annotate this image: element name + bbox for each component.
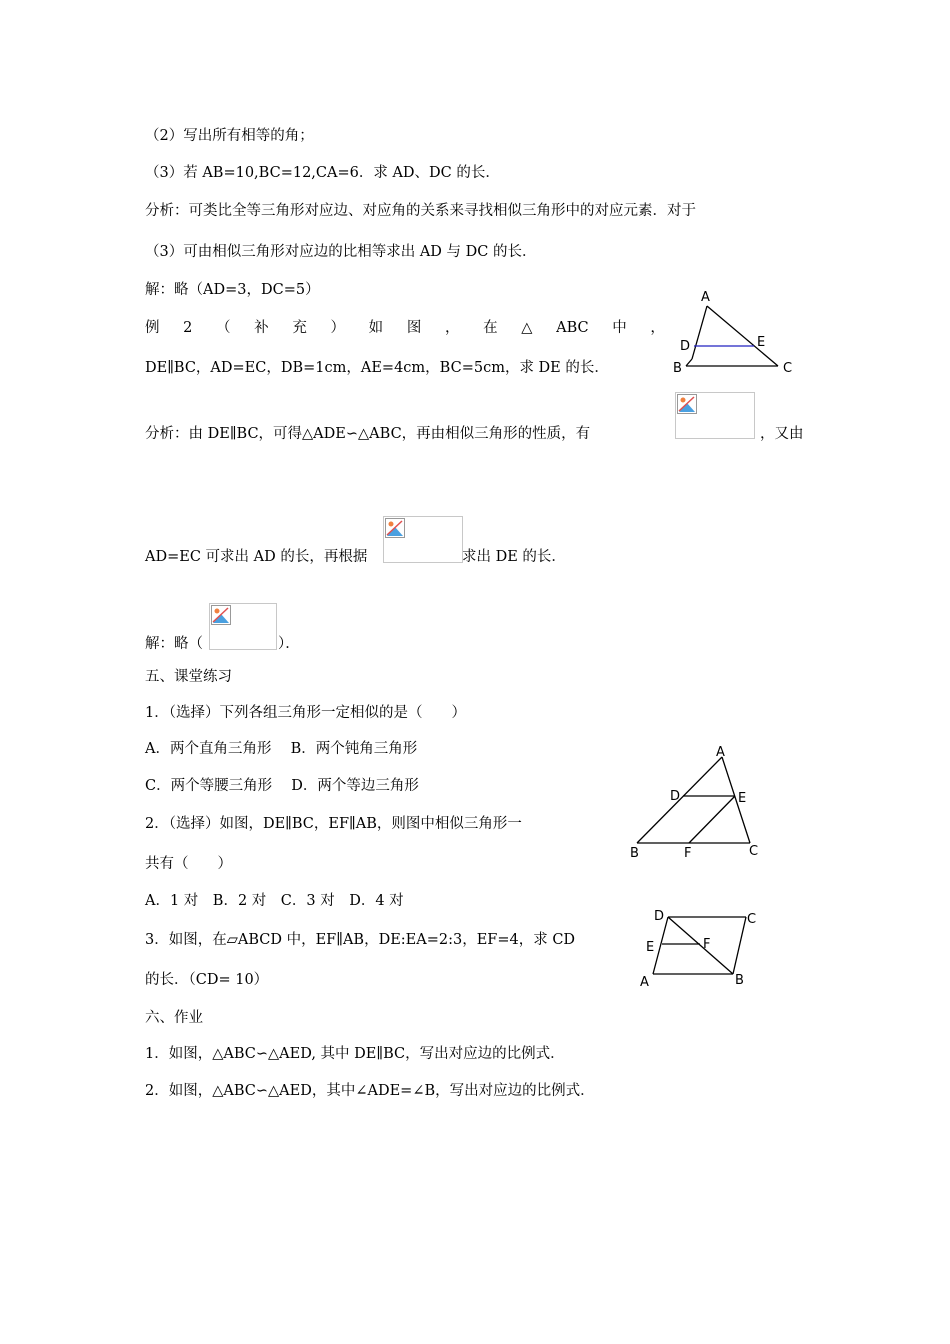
- label-e: E: [757, 335, 766, 350]
- text-line: ，又由: [760, 426, 804, 442]
- text-line: （3）若 AB=10,BC=12,CA=6．求 AD、DC 的长．: [145, 165, 500, 181]
- label-a: A: [640, 975, 649, 990]
- question-3: 3．如图，在▱ABCD 中，EF∥AB，DE:EA=2:3，EF=4，求 CD: [145, 932, 576, 948]
- label-b: B: [735, 973, 744, 988]
- label-c: C: [783, 361, 793, 376]
- text-line: （2）写出所有相等的角；: [145, 128, 314, 144]
- section-heading: 五、课堂练习: [145, 669, 232, 685]
- heading-token: △: [521, 320, 533, 336]
- question-3-cont: 的长．（CD= 10）: [145, 972, 269, 988]
- heading-token: 例: [145, 320, 160, 336]
- label-a: A: [701, 290, 710, 305]
- heading-token: 如: [368, 320, 384, 336]
- question-2: 2．（选择）如图，DE∥BC，EF∥AB，则图中相似三角形一: [145, 816, 522, 832]
- label-e: E: [646, 940, 655, 955]
- figure-triangle-def: [625, 742, 765, 862]
- label-d: D: [654, 909, 665, 924]
- broken-image-icon: [211, 605, 231, 625]
- label-e: E: [738, 791, 747, 806]
- text-line: 分析：可类比全等三角形对应边、对应角的关系来寻找相似三角形中的对应元素．对于: [145, 203, 696, 219]
- formula-image-placeholder: [675, 392, 755, 439]
- text-line: （3）可由相似三角形对应边的比相等求出 AD 与 DC 的长．: [145, 244, 537, 260]
- heading-token: ）: [330, 320, 346, 336]
- label-b: B: [673, 361, 682, 376]
- broken-image-icon: [677, 394, 697, 414]
- example-2-heading: [145, 318, 665, 338]
- figure-triangle-abc: [668, 286, 803, 378]
- text-line: 分析：由 DE∥BC，可得△ADE∽△ABC，再由相似三角形的性质，有: [145, 426, 591, 442]
- question-2-cont: 共有（ ）: [145, 856, 232, 872]
- text-line: 求出 DE 的长．: [462, 549, 566, 565]
- broken-image-icon: [385, 518, 405, 538]
- label-c: C: [747, 912, 757, 927]
- heading-token: ，: [650, 320, 665, 336]
- text-line: AD=EC 可求出 AD 的长，再根据: [145, 549, 368, 565]
- question-1: 1．（选择）下列各组三角形一定相似的是（ ）: [145, 705, 466, 721]
- label-a: A: [716, 745, 725, 760]
- figure-parallelogram-abcd: [635, 906, 765, 990]
- text-line: 解：略（AD=3，DC=5）: [145, 282, 320, 298]
- label-f: F: [703, 937, 711, 952]
- heading-token: 在: [483, 320, 498, 336]
- text-line: 解：略（: [145, 636, 203, 652]
- formula-image-placeholder: [209, 603, 277, 650]
- label-b: B: [630, 846, 639, 861]
- text-line: DE∥BC，AD=EC，DB=1cm，AE=4cm，BC=5cm，求 DE 的长．: [145, 360, 609, 376]
- homework-1: 1．如图，△ABC∽△AED, 其中 DE∥BC，写出对应边的比例式．: [145, 1046, 565, 1062]
- heading-token: 2: [183, 320, 193, 336]
- question-1-options-ab: A．两个直角三角形 B．两个钝角三角形: [145, 741, 418, 757]
- heading-token: 充: [292, 320, 307, 336]
- label-d: D: [680, 339, 691, 354]
- formula-image-placeholder: [383, 516, 463, 563]
- homework-2: 2．如图，△ABC∽△AED，其中∠ADE=∠B，写出对应边的比例式．: [145, 1083, 595, 1099]
- text-line: ）．: [278, 636, 300, 652]
- label-f: F: [684, 846, 692, 861]
- heading-token: 补: [254, 320, 269, 336]
- question-1-options-cd: C．两个等腰三角形 D．两个等边三角形: [145, 778, 419, 794]
- section-heading: 六、作业: [145, 1010, 203, 1026]
- heading-token: 图: [406, 320, 422, 336]
- question-2-options: A．1 对 B．2 对 C．3 对 D．4 对: [145, 893, 404, 909]
- heading-token: ABC: [556, 320, 589, 336]
- label-c: C: [749, 844, 759, 859]
- heading-token: ，: [444, 320, 460, 336]
- heading-token: 中: [612, 320, 627, 336]
- heading-token: （: [216, 320, 231, 336]
- label-d: D: [670, 789, 681, 804]
